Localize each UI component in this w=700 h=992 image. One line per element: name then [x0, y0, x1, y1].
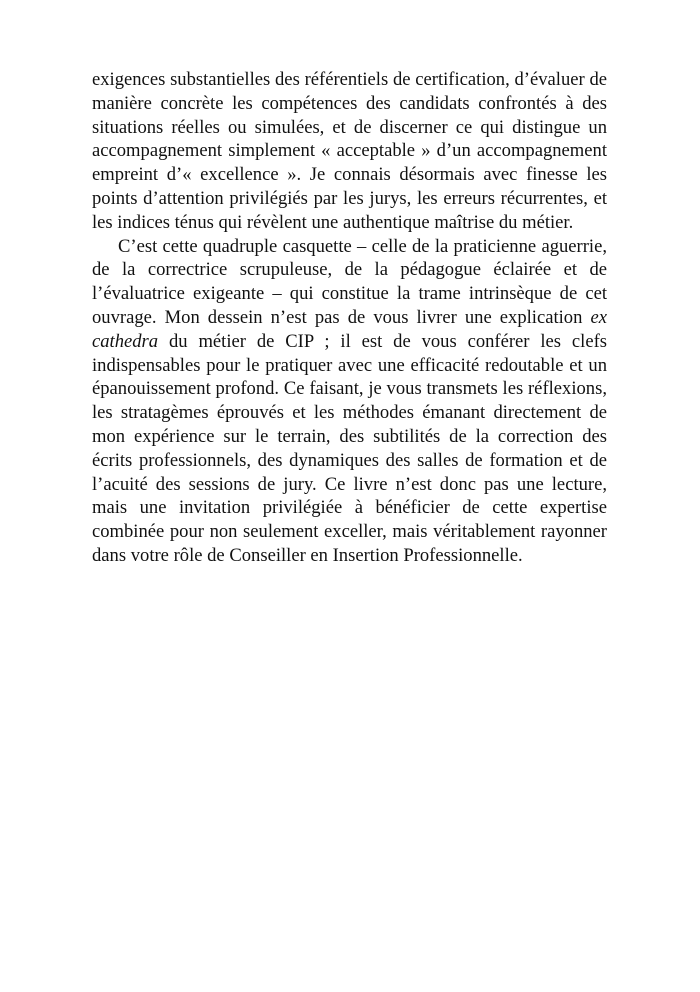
paragraph-2-text-start: C’est cette quadruple casquette – celle de la praticienne aguerrie, de la correctrice scrupuleuse, de la pédagogue éclairée et de l’évaluatrice exigeante – qui constitue la trame intrinsèque de cet ouvrage. Mon dessein n’est pas de vous livrer une explication	[92, 235, 607, 328]
paragraph-1: exigences substantielles des référentiels de certification, d’évaluer de manière concrète les compétences des candidats confrontés à des situations réelles ou simulées, et de discerner ce qui distingue un accompagnement simplement « acceptable » d’un accompagnement empreint d’« excellence ». Je connais désormais avec finesse les points d’attention privilégiés par les jurys, les erreurs récurrentes, et les indices ténus qui révèlent une authentique maîtrise du métier.	[92, 69, 607, 233]
paragraph-2-text-end: du métier de CIP ; il est de vous conférer les clefs indispensables pour le pratiquer avec une efficacité redoutable et un épanouissement profond. Ce faisant, je vous transmets les réflexions, les stratagèmes éprouvés et les méthodes émanant directement de mon expérience sur le terrain, des subtilités de la correction des écrits professionnels, des dynamiques des salles de formation et de l’acuité des sessions de jury. Ce livre n’est donc pas une lecture, mais une invitation privilégiée à bénéficier de cette expertise combinée pour non seulement exceller, mais véritablement rayonner dans votre rôle de Conseiller en Insertion Professionnelle.	[92, 330, 607, 566]
italic-phrase: ex cathedra	[92, 306, 607, 352]
body-text	[92, 68, 607, 568]
paragraph-2	[92, 235, 607, 568]
